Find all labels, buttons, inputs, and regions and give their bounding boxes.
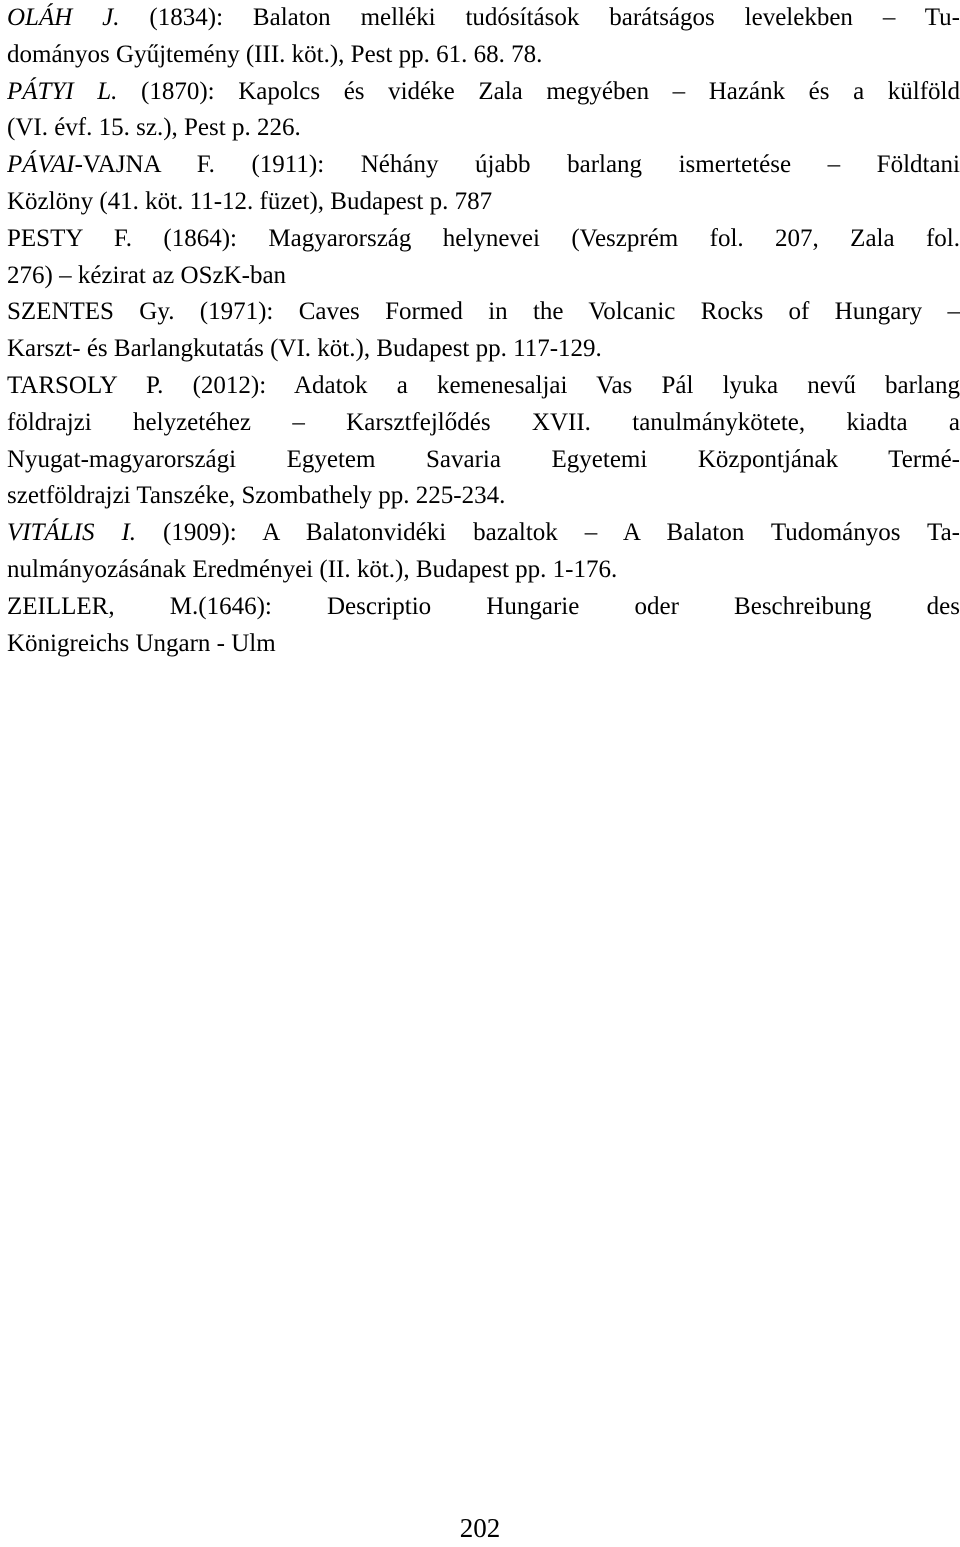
reference-line — [7, 368, 960, 405]
reference-author: VITÁLIS I. — [7, 519, 137, 547]
reference-author: PÁTYI L. — [7, 77, 118, 105]
reference-text: szetföldrajzi Tanszéke, Szombathely pp. 225-234. — [7, 482, 506, 510]
reference-text: földrajzi helyzetéhez – Karsztfejlődés XVII. tanulmánykötete, kiadta a — [7, 408, 960, 436]
reference-line — [7, 442, 960, 479]
reference-text: PESTY F. (1864): Magyarország helynevei (Veszprém fol. 207, Zala fol. — [7, 224, 960, 252]
reference-text: (1870): Kapolcs és vidéke Zala megyében – Hazánk és a külföld — [117, 77, 960, 105]
reference-text: Közlöny (41. köt. 11-12. füzet), Budapest p. 787 — [7, 187, 493, 215]
reference-text: nulmányozásának Eredményei (II. köt.), Budapest pp. 1-176. — [7, 555, 618, 583]
reference-line — [7, 221, 960, 258]
reference-line — [7, 331, 960, 368]
reference-line — [7, 294, 960, 331]
reference-line — [7, 626, 960, 663]
reference-text: (VI. évf. 15. sz.), Pest p. 226. — [7, 114, 301, 142]
reference-entry — [7, 147, 960, 221]
reference-line — [7, 37, 960, 74]
reference-text: Königreichs Ungarn - Ulm — [7, 629, 276, 657]
reference-author: OLÁH J. — [7, 4, 120, 31]
reference-entry — [7, 221, 960, 295]
reference-line — [7, 0, 960, 37]
reference-text: TARSOLY P. (2012): Adatok a kemenesaljai Vas Pál lyuka nevű barlang — [7, 371, 960, 399]
reference-text: 276) – kézirat az OSzK-ban — [7, 261, 287, 289]
reference-entry — [7, 294, 960, 368]
reference-line — [7, 147, 960, 184]
reference-text: (1834): Balaton melléki tudósítások barátságos levelekben – Tu- — [119, 4, 960, 31]
reference-line — [7, 258, 960, 295]
reference-text: ZEILLER, M.(1646): Descriptio Hungarie oder Beschreibung des — [7, 592, 960, 620]
reference-text: (1909): A Balatonvidéki bazaltok – A Balaton Tudományos Ta- — [136, 519, 960, 547]
reference-line — [7, 478, 960, 515]
reference-text: SZENTES Gy. (1971): Caves Formed in the Volcanic Rocks of Hungary – — [7, 298, 960, 326]
reference-text: Nyugat-magyarországi Egyetem Savaria Egyetemi Központjának Termé- — [7, 445, 960, 473]
reference-line — [7, 552, 960, 589]
reference-entry — [7, 368, 960, 515]
reference-text: Karszt- és Barlangkutatás (VI. köt.), Budapest pp. 117-129. — [7, 335, 602, 363]
reference-text: dományos Gyűjtemény (III. köt.), Pest pp. 61. 68. 78. — [7, 40, 543, 68]
reference-line — [7, 589, 960, 626]
reference-entry — [7, 515, 960, 589]
reference-text: -VAJNA F. (1911): Néhány újabb barlang ismertetése – Földtani — [74, 151, 960, 179]
page-number: 202 — [459, 1513, 501, 1543]
reference-line — [7, 110, 960, 147]
reference-line — [7, 515, 960, 552]
reference-entry — [7, 589, 960, 663]
reference-entry — [7, 74, 960, 148]
reference-entry — [7, 0, 960, 74]
reference-line — [7, 74, 960, 111]
reference-line — [7, 184, 960, 221]
reference-list — [7, 0, 960, 662]
reference-line — [7, 405, 960, 442]
reference-author: PÁVAI — [7, 151, 75, 179]
